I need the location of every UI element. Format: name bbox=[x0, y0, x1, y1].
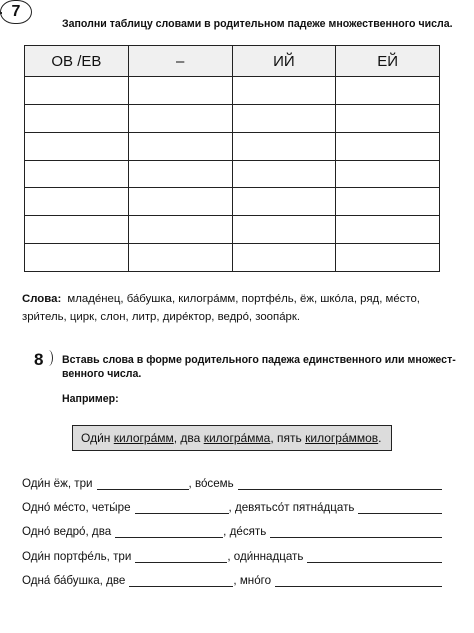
table-cell[interactable] bbox=[128, 77, 232, 105]
row-second-text: , мно́го bbox=[233, 574, 272, 587]
column-header-iy: ИЙ bbox=[232, 46, 336, 77]
answer-blank[interactable] bbox=[275, 574, 442, 587]
table-row bbox=[25, 188, 440, 216]
table-row bbox=[25, 216, 440, 244]
column-header-ey: ЕЙ bbox=[336, 46, 440, 77]
row-second-text: , де́сять bbox=[223, 525, 267, 538]
table-cell[interactable] bbox=[128, 132, 232, 160]
task-8-instruction-line-2: венного числа. bbox=[62, 368, 142, 380]
table-row bbox=[25, 77, 440, 105]
example-text: . bbox=[378, 431, 382, 445]
exercise-row bbox=[22, 496, 442, 514]
table-cell[interactable] bbox=[128, 188, 232, 216]
answer-blank[interactable] bbox=[270, 525, 442, 538]
table-cell[interactable] bbox=[336, 188, 440, 216]
table-row bbox=[25, 160, 440, 188]
genitive-plural-table bbox=[24, 45, 440, 272]
table-cell[interactable] bbox=[128, 160, 232, 188]
table-cell[interactable] bbox=[25, 132, 129, 160]
answer-blank[interactable] bbox=[135, 550, 227, 563]
table-cell[interactable] bbox=[336, 216, 440, 244]
answer-blank[interactable] bbox=[129, 574, 233, 587]
answer-blank[interactable] bbox=[238, 477, 442, 490]
row-lead-text: Одно́ ведро́, два bbox=[22, 525, 112, 538]
table-row bbox=[25, 132, 440, 160]
words-line-1: младе́нец, ба́бушка, килогра́мм, портфе́ль, ёж, шко́ла, ряд, ме́сто, bbox=[67, 293, 420, 305]
table-cell[interactable] bbox=[336, 77, 440, 105]
row-lead-text: Одно́ ме́сто, четы́ре bbox=[22, 501, 131, 514]
exercise-row bbox=[22, 545, 442, 563]
example-word: килогра́мм bbox=[113, 431, 174, 445]
table-cell[interactable] bbox=[232, 160, 336, 188]
table-header-row bbox=[25, 46, 440, 77]
table-cell[interactable] bbox=[25, 244, 129, 272]
table-cell[interactable] bbox=[232, 244, 336, 272]
example-label: Например: bbox=[62, 393, 119, 405]
answer-blank[interactable] bbox=[115, 525, 223, 538]
example-word: килогра́ммов bbox=[305, 431, 379, 445]
table-cell[interactable] bbox=[232, 104, 336, 132]
table-cell[interactable] bbox=[232, 216, 336, 244]
table-cell[interactable] bbox=[25, 216, 129, 244]
table-row bbox=[25, 244, 440, 272]
example-text: , пять bbox=[270, 431, 302, 445]
example-text: , два bbox=[173, 431, 201, 445]
example-box bbox=[72, 425, 392, 451]
table-cell[interactable] bbox=[336, 160, 440, 188]
words-line-2: зри́тель, цирк, слон, литр, дире́ктор, ведро́, зоопа́рк. bbox=[22, 311, 301, 323]
row-second-text: , оди́ннадцать bbox=[227, 550, 304, 563]
table-row bbox=[25, 104, 440, 132]
example-text: Оди́н bbox=[81, 431, 111, 445]
table-cell[interactable] bbox=[232, 77, 336, 105]
row-lead-text: Оди́н ёж, три bbox=[22, 477, 93, 490]
table-cell[interactable] bbox=[25, 104, 129, 132]
column-header-zero-ending: – bbox=[128, 46, 232, 77]
row-lead-text: Одна́ ба́бушка, две bbox=[22, 574, 126, 587]
example-word: килогра́мма bbox=[203, 431, 271, 445]
table-cell[interactable] bbox=[336, 104, 440, 132]
table-cell[interactable] bbox=[336, 132, 440, 160]
table-cell[interactable] bbox=[25, 160, 129, 188]
task-7-number: 7 bbox=[0, 0, 32, 24]
word-list-line-2 bbox=[22, 308, 462, 326]
exercise-row bbox=[22, 520, 442, 538]
answer-blank[interactable] bbox=[307, 550, 442, 563]
task-7-instruction: Заполни таблицу словами в родительном падеже множественного числа. bbox=[62, 18, 453, 30]
answer-blank[interactable] bbox=[97, 477, 189, 490]
task-8-number: 8 bbox=[34, 350, 44, 369]
row-second-text: , девятьсо́т пятна́дцать bbox=[228, 501, 355, 514]
row-second-text: , во́семь bbox=[188, 477, 234, 490]
answer-blank[interactable] bbox=[135, 501, 229, 514]
word-list-line-1 bbox=[22, 290, 462, 308]
table-cell[interactable] bbox=[128, 244, 232, 272]
words-label: Слова: bbox=[22, 293, 62, 305]
row-lead-text: Оди́н портфе́ль, три bbox=[22, 550, 132, 563]
task-8-instruction-line-1: Вставь слова в форме родительного падежа единственного или множест- bbox=[62, 354, 456, 366]
word-list bbox=[22, 290, 462, 326]
task-8-instruction bbox=[62, 353, 462, 381]
table-cell[interactable] bbox=[232, 188, 336, 216]
table-cell[interactable] bbox=[128, 216, 232, 244]
table-cell[interactable] bbox=[25, 188, 129, 216]
table-cell[interactable] bbox=[25, 77, 129, 105]
exercise-row bbox=[22, 472, 442, 490]
table-cell[interactable] bbox=[128, 104, 232, 132]
table-cell[interactable] bbox=[336, 244, 440, 272]
answer-blank[interactable] bbox=[358, 501, 442, 514]
task-8-mark-icon bbox=[44, 350, 53, 366]
table-cell[interactable] bbox=[232, 132, 336, 160]
column-header-ov-ev: ОВ /ЕВ bbox=[25, 46, 129, 77]
exercise-row bbox=[22, 569, 442, 587]
